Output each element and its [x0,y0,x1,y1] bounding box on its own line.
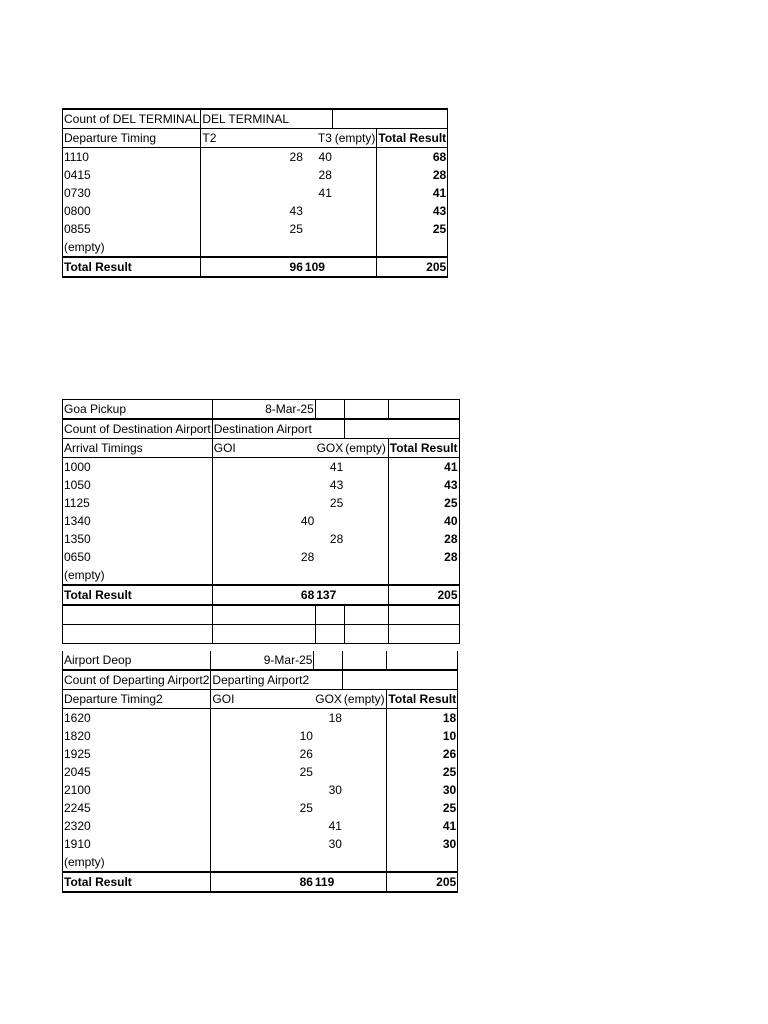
empty-cell[interactable] [388,400,459,420]
row-label[interactable]: 1125 [63,494,213,512]
cell-value[interactable] [333,238,377,257]
total-value[interactable]: 119 [314,872,343,892]
cell-value[interactable] [211,835,314,853]
total-row [63,585,460,605]
empty-cell[interactable] [333,109,448,129]
row-label[interactable]: (empty) [63,853,211,872]
total-value[interactable]: 96 [201,257,304,277]
row-label[interactable]: 0800 [63,202,201,220]
row-total[interactable]: 25 [388,494,459,512]
cell-value[interactable]: 26 [211,745,314,763]
cell-value[interactable]: 25 [201,220,304,238]
cell-value[interactable]: 40 [212,512,315,530]
row-total[interactable]: 43 [388,476,459,494]
table-row [63,202,448,220]
row-label[interactable]: 2045 [63,763,211,781]
cell-value[interactable] [315,566,344,585]
table-row [63,709,458,728]
sheet-title[interactable]: Airport Deop [63,651,211,670]
empty-cell[interactable] [388,625,459,644]
pivot-column-header-row [63,439,460,458]
pivot-header-row [63,670,458,690]
empty-cell[interactable] [344,625,388,644]
table-row [63,238,448,257]
cell-value[interactable]: 41 [329,460,344,474]
row-label[interactable]: 0650 [63,548,213,566]
table-row [63,817,458,835]
table-row [63,781,458,799]
empty-cell[interactable] [343,651,387,670]
row-total[interactable]: 10 [387,727,458,745]
cell-value[interactable] [212,458,315,477]
cell-value[interactable] [343,853,387,872]
cell-value[interactable] [201,166,304,184]
cell-value[interactable] [344,458,388,477]
cell-value[interactable] [211,853,314,872]
table-row [63,494,460,512]
cell-value[interactable]: 28 [212,548,315,566]
row-total[interactable] [388,566,459,585]
pivot-measure-cell[interactable]: Count of Departing Airport2 [63,670,211,690]
table-row [63,530,460,548]
total-value[interactable] [344,585,388,605]
cell-value[interactable] [314,853,343,872]
pivot-table-airport-deop [62,651,458,893]
table-row [63,166,448,184]
cell-value[interactable]: 40 [318,150,332,164]
cell-value[interactable] [212,494,315,512]
empty-cell[interactable] [315,605,344,625]
total-label[interactable]: Total Result [63,585,213,605]
table-row [63,835,458,853]
empty-cell[interactable] [315,419,344,439]
row-total[interactable]: 25 [377,220,448,238]
empty-cell[interactable] [63,625,213,644]
cell-value[interactable] [343,781,387,799]
row-label[interactable]: 1910 [63,835,211,853]
table-row [63,727,458,745]
row-label[interactable]: 2320 [63,817,211,835]
table-row [63,476,460,494]
row-label[interactable]: (empty) [63,566,213,585]
col-header-empty[interactable]: (empty) [344,439,388,458]
cell-value[interactable] [212,530,315,548]
row-total[interactable]: 40 [388,512,459,530]
cell-value[interactable] [304,238,333,257]
total-value[interactable]: 137 [315,585,344,605]
cell-value[interactable] [211,817,314,835]
sheet-date[interactable]: 8-Mar-25 [212,400,315,420]
row-label[interactable]: 1340 [63,512,213,530]
cell-value[interactable] [333,148,377,167]
empty-cell[interactable] [344,400,388,420]
pivot-column-field-cell[interactable]: Departing Airport2 [211,670,314,690]
empty-cell[interactable] [314,670,343,690]
pivot-measure-cell[interactable]: Count of DEL TERMINAL [63,109,201,129]
cell-value[interactable] [344,512,388,530]
col-header-gox[interactable]: GOX [314,690,343,709]
sheet-date[interactable]: 9-Mar-25 [211,651,314,670]
blank-row [63,605,460,625]
cell-value[interactable]: 28 [201,148,304,167]
cell-value[interactable] [344,566,388,585]
row-label[interactable]: 1110 [63,148,201,167]
empty-cell[interactable] [304,109,333,129]
cell-value[interactable] [343,817,387,835]
col-header-total[interactable]: Total Result [387,690,458,709]
row-total[interactable]: 25 [387,799,458,817]
empty-cell[interactable] [343,670,458,690]
col-header-t2[interactable]: T2 [201,129,304,148]
pivot-header-row [63,419,460,439]
cell-value[interactable] [315,512,344,530]
row-field-header[interactable]: Arrival Timings [63,439,213,458]
row-total[interactable]: 43 [377,202,448,220]
blank-row [63,625,460,644]
empty-cell[interactable] [212,605,315,625]
total-row [63,257,448,277]
row-total[interactable]: 41 [377,184,448,202]
table-row [63,512,460,530]
row-label[interactable]: 1050 [63,476,213,494]
row-label[interactable]: 1000 [63,458,213,477]
row-label[interactable]: 2245 [63,799,211,817]
row-total[interactable]: 41 [387,817,458,835]
table-row [63,799,458,817]
row-label[interactable]: 1350 [63,530,213,548]
grand-total[interactable]: 205 [387,872,458,892]
title-row [63,651,458,670]
cell-value[interactable]: 25 [211,763,314,781]
cell-value[interactable] [333,184,377,202]
total-value[interactable] [343,872,387,892]
col-header-gox[interactable]: GOX [315,439,344,458]
cell-value[interactable] [343,799,387,817]
pivot-table-del-terminal [62,108,448,278]
row-total[interactable] [377,238,448,257]
table-row [63,763,458,781]
empty-cell[interactable] [63,605,213,625]
cell-value[interactable]: 41 [328,819,342,833]
cell-value[interactable]: 25 [211,799,314,817]
cell-value[interactable] [212,476,315,494]
col-header-total[interactable]: Total Result [377,129,448,148]
empty-cell[interactable] [387,651,458,670]
cell-value[interactable] [343,709,387,728]
col-header-empty[interactable]: (empty) [343,690,387,709]
grand-total[interactable]: 205 [388,585,459,605]
total-label[interactable]: Total Result [63,257,201,277]
pivot-table-goa-pickup [62,399,460,644]
cell-value[interactable] [344,476,388,494]
row-label[interactable]: 0415 [63,166,201,184]
total-value[interactable]: 86 [211,872,314,892]
pivot-column-header-row [63,129,448,148]
empty-cell[interactable] [315,400,344,420]
empty-cell[interactable] [315,625,344,644]
cell-value[interactable]: 43 [329,478,344,492]
cell-value[interactable] [315,548,344,566]
empty-cell[interactable] [314,651,343,670]
cell-value[interactable] [211,781,314,799]
cell-value[interactable] [211,709,314,728]
table-row [63,566,460,585]
cell-value[interactable] [343,763,387,781]
cell-value[interactable] [314,763,343,781]
table-row [63,458,460,477]
pivot-column-header-row [63,690,458,709]
pivot-measure-cell[interactable]: Count of Destination Airport [63,419,213,439]
pivot-column-field-cell[interactable]: Destination Airport [212,419,315,439]
total-label[interactable]: Total Result [63,872,211,892]
row-total[interactable]: 28 [377,166,448,184]
cell-value[interactable] [212,566,315,585]
row-total[interactable]: 68 [377,148,448,167]
row-total[interactable]: 26 [387,745,458,763]
row-label[interactable]: 1620 [63,709,211,728]
cell-value[interactable] [201,184,304,202]
col-header-total[interactable]: Total Result [388,439,459,458]
sheet-title[interactable]: Goa Pickup [63,400,213,420]
cell-value[interactable]: 41 [318,186,332,200]
table-row [63,220,448,238]
row-total[interactable]: 30 [387,835,458,853]
cell-value[interactable] [343,835,387,853]
cell-value[interactable] [333,220,377,238]
row-field-header[interactable]: Departure Timing2 [63,690,211,709]
row-total[interactable]: 28 [388,548,459,566]
cell-value[interactable] [333,166,377,184]
cell-value[interactable] [201,238,304,257]
grand-total[interactable]: 205 [377,257,448,277]
cell-value[interactable] [343,727,387,745]
cell-value[interactable] [343,745,387,763]
cell-value[interactable]: 30 [328,783,342,797]
row-total[interactable]: 28 [388,530,459,548]
col-header-t3[interactable]: T3 [304,129,333,148]
total-value[interactable]: 68 [212,585,315,605]
row-total[interactable]: 18 [387,709,458,728]
row-label[interactable]: 1925 [63,745,211,763]
cell-value[interactable]: 28 [318,168,332,182]
row-total[interactable]: 25 [387,763,458,781]
table-row [63,745,458,763]
cell-value[interactable]: 28 [329,532,344,546]
cell-value[interactable] [344,530,388,548]
cell-value[interactable]: 10 [211,727,314,745]
empty-cell[interactable] [388,605,459,625]
table-row [63,148,448,167]
table-row [63,548,460,566]
total-value[interactable] [333,257,377,277]
cell-value[interactable]: 30 [328,837,342,851]
table-row [63,853,458,872]
row-label[interactable]: (empty) [63,238,201,257]
cell-value[interactable] [314,745,343,763]
cell-value[interactable] [314,799,343,817]
col-header-goi[interactable]: GOI [212,439,315,458]
cell-value[interactable] [304,220,333,238]
col-header-goi[interactable]: GOI [211,690,314,709]
pivot-header-row [63,109,448,129]
row-label[interactable]: 0730 [63,184,201,202]
row-label[interactable]: 2100 [63,781,211,799]
total-row [63,872,458,892]
col-header-empty[interactable]: (empty) [333,129,377,148]
pivot-column-field-cell[interactable]: DEL TERMINAL [201,109,304,129]
total-value[interactable]: 109 [304,257,333,277]
row-label[interactable]: 1820 [63,727,211,745]
row-total[interactable] [387,853,458,872]
table-row [63,184,448,202]
empty-cell[interactable] [212,625,315,644]
cell-value[interactable] [344,548,388,566]
row-field-header[interactable]: Departure Timing [63,129,201,148]
cell-value[interactable] [304,202,333,220]
empty-cell[interactable] [344,419,459,439]
cell-value[interactable] [344,494,388,512]
row-label[interactable]: 0855 [63,220,201,238]
cell-value[interactable]: 43 [201,202,304,220]
cell-value[interactable]: 25 [329,496,344,510]
cell-value[interactable]: 18 [328,711,342,725]
cell-value[interactable] [314,727,343,745]
row-total[interactable]: 41 [388,458,459,477]
empty-cell[interactable] [344,605,388,625]
cell-value[interactable] [333,202,377,220]
title-row [63,400,460,420]
row-total[interactable]: 30 [387,781,458,799]
